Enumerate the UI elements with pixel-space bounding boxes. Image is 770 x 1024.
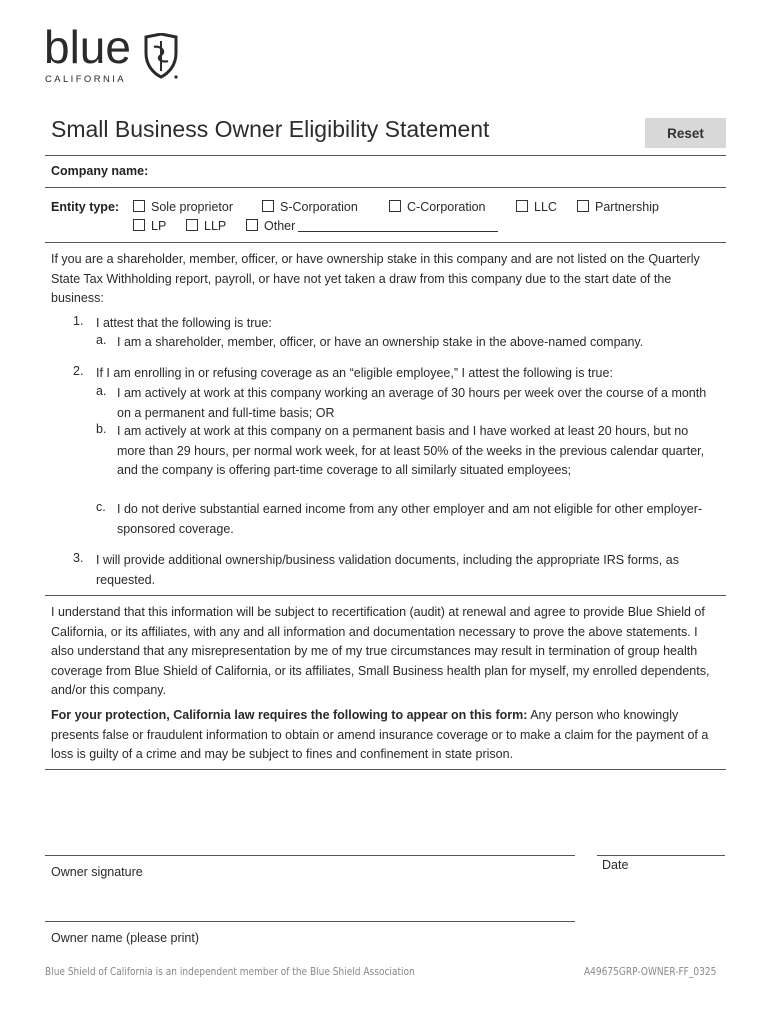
entity-option-llc[interactable]: LLC xyxy=(516,200,557,214)
checkbox[interactable] xyxy=(389,200,401,212)
footer-disclaimer: Blue Shield of California is an independent member of the Blue Shield Association xyxy=(45,965,415,978)
date-label: Date xyxy=(602,858,629,872)
owner-signature-label: Owner signature xyxy=(51,865,143,879)
sub-letter: a. xyxy=(96,384,107,398)
item-text: If I am enrolling in or refusing coverage as an “eligible employee,” I attest the following is true: xyxy=(96,366,613,380)
checkbox[interactable] xyxy=(133,219,145,231)
entity-option-other[interactable]: Other xyxy=(246,219,498,233)
understanding-paragraph: I understand that this information will be subject to recertification (audit) at renewal and agree to provide Blue Shield of California, or its affiliates, with any and all information and documentation necessary to prove the above statements. I also understand that any misrepresentation by me of my true circumstances may result in termination of group health coverage from Blue Shield of California, or its affiliates, Small Business health plan for myself, my enrolled dependents, and/or this company. xyxy=(51,605,710,697)
item-text: I attest that the following is true: xyxy=(96,316,272,330)
checkbox[interactable] xyxy=(262,200,274,212)
sub-text: I do not derive substantial earned income from any other employer and am not eligible for other employer-sponsored coverage. xyxy=(117,502,703,536)
entity-option-lp[interactable]: LP xyxy=(133,219,166,233)
entity-option-sole-proprietor[interactable]: Sole proprietor xyxy=(133,200,233,214)
entity-option-s-corporation[interactable]: S-Corporation xyxy=(262,200,358,214)
protection-notice-heading: For your protection, California law requires the following to appear on this form: xyxy=(51,708,528,722)
company-name-field[interactable] xyxy=(160,160,720,182)
item-number: 1. xyxy=(73,314,84,328)
checkbox[interactable] xyxy=(516,200,528,212)
logo-subtitle: CALIFORNIA xyxy=(45,74,127,85)
sub-text: I am actively at work at this company on a permanent basis and I have worked at least 20 hours, but no more than 29 hours, per normal work week, for at least 50% of the weeks in the previous calendar quarter, and the company is offering part-time coverage to all similarly situated employees; xyxy=(117,424,705,477)
reset-button[interactable]: Reset xyxy=(645,118,726,148)
sub-letter: c. xyxy=(96,500,106,514)
entity-option-c-corporation[interactable]: C-Corporation xyxy=(389,200,486,214)
protection-notice-text: Any person who knowingly presents false or fraudulent information to obtain or amend insurance coverage or to make a claim for the payment of a loss is guilty of a crime and may be subject to fines and confinement in state prison. xyxy=(51,708,709,761)
checkbox[interactable] xyxy=(246,219,258,231)
owner-signature-field[interactable] xyxy=(45,822,575,854)
item-text: I will provide additional ownership/business validation documents, including the appropriate IRS forms, as requested. xyxy=(96,553,679,587)
blue-shield-logo-icon xyxy=(143,33,179,79)
date-field[interactable] xyxy=(597,822,725,854)
divider xyxy=(45,595,726,596)
page-title: Small Business Owner Eligibility Statement xyxy=(51,116,490,142)
item-number: 3. xyxy=(73,551,84,565)
entity-option-llp[interactable]: LLP xyxy=(186,219,226,233)
owner-name-label: Owner name (please print) xyxy=(51,931,199,945)
divider xyxy=(45,769,726,770)
owner-name-field[interactable] xyxy=(45,888,575,920)
divider xyxy=(45,155,726,156)
checkbox[interactable] xyxy=(577,200,589,212)
checkbox[interactable] xyxy=(186,219,198,231)
other-entity-field[interactable] xyxy=(298,220,498,232)
entity-option-partnership[interactable]: Partnership xyxy=(577,200,659,214)
protection-notice xyxy=(51,706,721,765)
divider xyxy=(45,187,726,188)
logo-wordmark: blue xyxy=(44,21,131,73)
sub-text: I am actively at work at this company working an average of 30 hours per week over the course of a month on a permanent and full-time basis; OR xyxy=(117,386,707,420)
checkbox[interactable] xyxy=(133,200,145,212)
company-name-label: Company name: xyxy=(51,164,149,178)
form-number: A49675GRP-OWNER-FF_0325 xyxy=(584,965,717,978)
divider xyxy=(45,242,726,243)
sub-letter: a. xyxy=(96,333,107,347)
item-number: 2. xyxy=(73,364,84,378)
signature-line xyxy=(45,855,575,856)
name-line xyxy=(45,921,575,922)
sub-text: I am a shareholder, member, officer, or have an ownership stake in the above-named company. xyxy=(117,335,644,349)
entity-type-label: Entity type: xyxy=(51,200,120,214)
sub-letter: b. xyxy=(96,422,107,436)
intro-paragraph: If you are a shareholder, member, officer, or have ownership stake in this company and are not listed on the Quarterly State Tax Withholding report, payroll, or have not yet taken a draw from this company due to the start date of the business: xyxy=(51,252,700,305)
